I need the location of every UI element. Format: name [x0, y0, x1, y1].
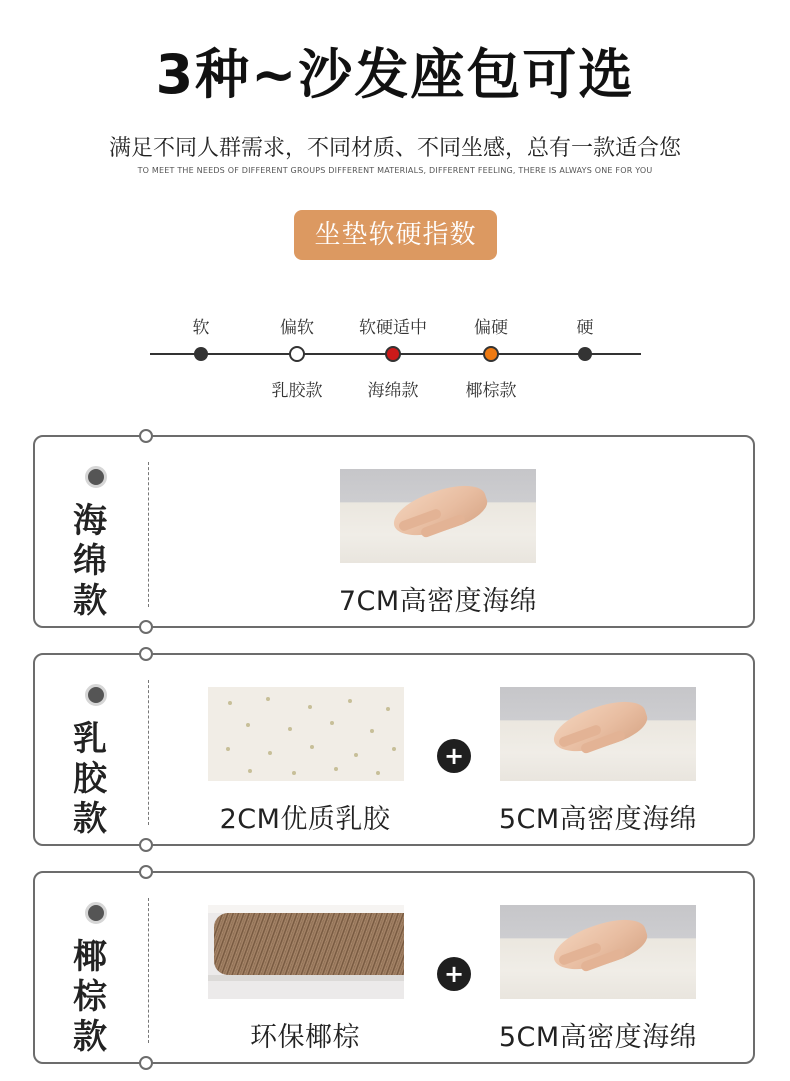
foam-hand-image — [500, 687, 696, 781]
card-notch — [139, 865, 153, 879]
latex-sheet-image — [208, 687, 404, 781]
caption: 环保椰棕 — [250, 1022, 360, 1053]
foam-hand-image — [500, 905, 696, 999]
card-notch — [139, 1056, 153, 1070]
card-notch — [139, 620, 153, 634]
caption: 7CM高密度海绵 — [338, 586, 538, 617]
dashed-divider — [148, 898, 149, 1043]
option-card-coir — [33, 871, 755, 1064]
scale-label-coir: 椰棕款 — [465, 381, 517, 401]
subtitle-english: TO MEET THE NEEDS OF DIFFERENT GROUPS DIFFERENT MATERIALS, DIFFERENT FEELING, THERE IS ALWAYS ONE FOR YOU — [137, 166, 653, 175]
page-title: 3种~沙发座包可选 — [155, 43, 635, 106]
subtitle: 满足不同人群需求，不同材质、不同坐感，总有一款适合您 — [108, 136, 681, 161]
card-title: 海绵款 — [73, 501, 107, 621]
card-notch — [139, 647, 153, 661]
firmness-index-badge: 坐垫软硬指数 — [294, 210, 497, 260]
scale-dot-semi-soft — [289, 346, 305, 362]
scale-label-semi-firm: 偏硬 — [474, 318, 508, 338]
scale-label-medium: 软硬适中 — [359, 318, 427, 338]
scale-label-latex: 乳胶款 — [271, 381, 323, 401]
option-card-latex — [33, 653, 755, 846]
scale-label-sponge: 海绵款 — [367, 381, 419, 401]
scale-dot-medium — [385, 346, 401, 362]
dashed-divider — [148, 462, 149, 607]
scale-dot-semi-firm — [483, 346, 499, 362]
plus-icon: + — [437, 739, 471, 773]
card-notch — [139, 429, 153, 443]
bullet-dot — [85, 466, 107, 488]
card-title: 乳胶款 — [73, 719, 107, 839]
scale-dot-firm — [578, 347, 592, 361]
foam-hand-image — [340, 469, 536, 563]
caption: 2CM优质乳胶 — [219, 804, 391, 835]
coir-sheet-image — [208, 905, 404, 999]
scale-label-firm: 硬 — [576, 318, 594, 338]
plus-icon: + — [437, 957, 471, 991]
scale-label-soft: 软 — [192, 318, 210, 338]
bullet-dot — [85, 684, 107, 706]
bullet-dot — [85, 902, 107, 924]
card-title: 椰棕款 — [73, 937, 107, 1057]
card-notch — [139, 838, 153, 852]
caption: 5CM高密度海绵 — [498, 804, 698, 835]
dashed-divider — [148, 680, 149, 825]
scale-dot-soft — [194, 347, 208, 361]
caption: 5CM高密度海绵 — [498, 1022, 698, 1053]
scale-label-semi-soft: 偏软 — [280, 318, 314, 338]
option-card-sponge — [33, 435, 755, 628]
